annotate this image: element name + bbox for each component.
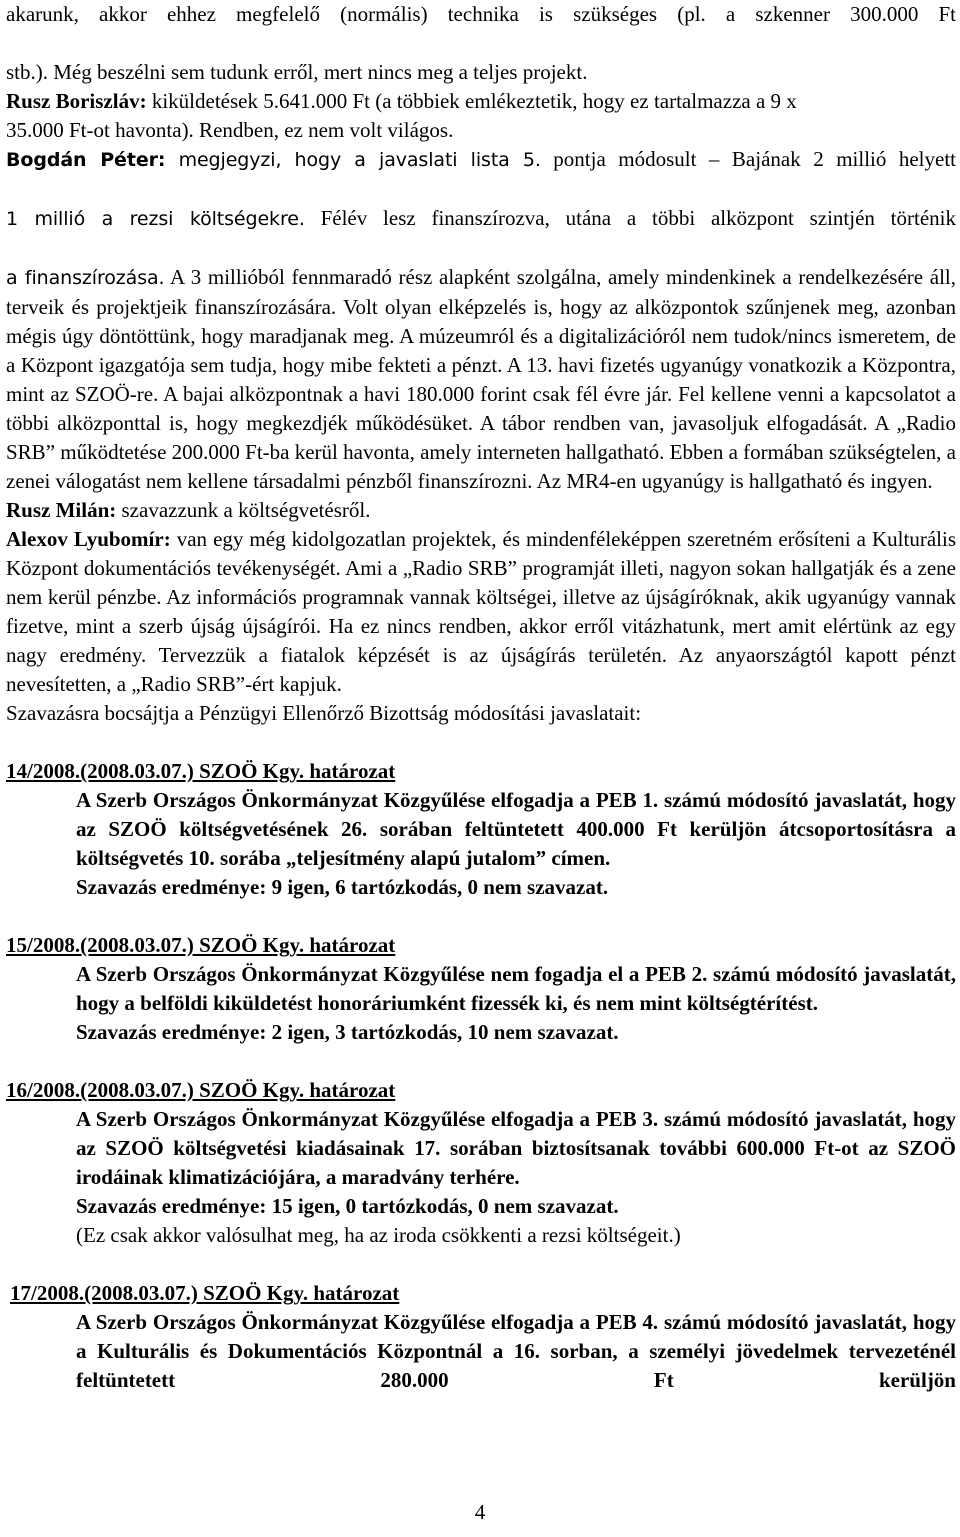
resolution-body	[76, 786, 956, 902]
resolution-heading: 17/2008.(2008.03.07.) SZOÖ Kgy. határozat	[10, 1281, 400, 1305]
text: A 3 millióból fennmaradó rész alapként szolgálna, amely mindenkinek a rendelkezésére áll, terveik és projektjeik finanszírozására. Volt olyan elképzelés is, hogy az alközpontok szűnjenek meg, azonban mégis úgy döntöttünk, hogy maradjanak meg. A múzeumról és a digitalizációról nem tudok/nincs ismeretem, de a Központ igazgatója sem tudja, hogy mibe fekteti a pénzt. A 13. havi fizetés ugyanúgy vonatkozik a Központra, mint az SZOÖ-re. A bajai alközpontnak a havi 180.000 forint csak fél évre jár. Fel kellene venni a kapcsolatot a többi alközponttal is, hogy megkezdjék működésüket. A tábor rendben van, javasoljuk elfogadását. A „Radio SRB” működtetése 200.000 Ft-ba kerül havonta, amely interneten hallgatható. Ebben a formában szükségtelen, a zenei válogatást nem kellene társadalmi pénzből finanszírozni. Az MR4-en ugyanúgy is hallgatható és ingyen.	[6, 265, 957, 493]
resolution-15	[6, 931, 956, 1047]
intro-line-6	[6, 204, 956, 263]
text: szavazzunk a költségvetésről.	[116, 498, 371, 522]
text: Félév lesz finanszírozva, utána a többi alközpont szintjén történik	[304, 206, 957, 230]
text: kiküldetések 5.641.000 Ft (a többiek emlékeztetik, hogy ez tartalmazza a 9 x	[146, 89, 797, 113]
text: van egy még kidolgozatlan projektek, és mindenféleképpen szeretném erősíteni a Kulturális Központ dokumentációs tevékenységét. Ami a „Radio SRB” programját illeti, nagyon sokan hallgatják és a zene nem kerül pénzbe. Az információs programnak vannak költségei, illetve az újságíróknak, akik ugyanúgy vannak fizetve, mint a szerb újság újságírói. Ha ez nincs rendben, akkor erről vitázhatunk, mert amit elértünk az egy nagy eredmény. Tervezzük a fiatalok képzését is az újságírás területén. Az anyaországtól kapott pénzt nevesítetten, a „Radio SRB”-ért kapjuk.	[6, 527, 957, 696]
intro-line-3	[6, 87, 956, 116]
resolution-text: A Szerb Országos Önkormányzat Közgyűlése nem fogadja el a PEB 2. számú módosító javaslatát, hogy a belföldi kiküldetést honoráriumként fizessék ki, és nem mint költségtérítést.	[76, 962, 956, 1015]
resolution-heading: 14/2008.(2008.03.07.) SZOÖ Kgy. határozat	[6, 759, 396, 783]
text: 1 millió a rezsi költségekre.	[6, 208, 305, 230]
text: pontja módosult – Bajának 2 millió helyett	[540, 147, 956, 171]
resolution-text: A Szerb Országos Önkormányzat Közgyűlése elfogadja a PEB 3. számú módosító javaslatát, hogy az SZOÖ költségvetési kiadásainak 17. sorában biztosítsanak további 600.000 Ft-ot az SZOÖ irodáinak klimatizációjára, a maradvány terhére.	[76, 1107, 956, 1189]
resolution-14	[6, 757, 956, 902]
intro-line-1	[6, 0, 956, 58]
rusz-milan-statement	[6, 496, 956, 525]
vote-result: Szavazás eredménye: 9 igen, 6 tartózkodás, 0 nem szavazat.	[76, 875, 609, 899]
resolution-16	[6, 1076, 956, 1250]
resolution-text: A Szerb Országos Önkormányzat Közgyűlése elfogadja a PEB 4. számú módosító javaslatát, hogy a Kulturális és Dokumentációs Központnál a 16. sorban, a személyi jövedelmek tervezeténél feltüntetett 280.000 Ft kerüljön	[76, 1310, 956, 1392]
intro-line-5	[6, 145, 956, 204]
intro-line-2	[6, 58, 956, 87]
vote-call	[6, 699, 956, 728]
speaker-alexov-lyubomir: Alexov Lyubomír:	[6, 527, 171, 551]
resolution-body	[76, 1105, 956, 1250]
intro-line-4	[6, 116, 956, 145]
text: a finanszírozása.	[6, 267, 165, 289]
speaker-bogdan-peter: Bogdán Péter:	[6, 149, 166, 171]
vote-result: Szavazás eredménye: 15 igen, 0 tartózkodás, 0 nem szavazat.	[76, 1194, 619, 1218]
resolution-body	[76, 960, 956, 1047]
text: akarunk, akkor ehhez megfelelő (normális) technika is szükséges (pl. a szkenner 300.000 Ft	[6, 2, 956, 26]
resolution-17	[6, 1279, 956, 1424]
resolution-body	[76, 1308, 956, 1424]
intro-paragraph	[6, 263, 956, 496]
alexov-statement	[6, 525, 956, 699]
text: megjegyzi, hogy a javaslati lista 5.	[165, 149, 541, 171]
text: stb.). Még beszélni sem tudunk erről, mert nincs meg a teljes projekt.	[6, 60, 588, 84]
resolution-heading: 15/2008.(2008.03.07.) SZOÖ Kgy. határozat	[6, 933, 396, 957]
document-page	[6, 0, 956, 1537]
resolution-heading: 16/2008.(2008.03.07.) SZOÖ Kgy. határozat	[6, 1078, 396, 1102]
text: Szavazásra bocsájtja a Pénzügyi Ellenőrző Bizottság módosítási javaslatait:	[6, 701, 642, 725]
page-number: 4	[474, 1500, 486, 1524]
text: 35.000 Ft-ot havonta). Rendben, ez nem volt világos.	[6, 118, 454, 142]
speaker-rusz-boriszlav: Rusz Boriszláv:	[6, 89, 147, 113]
resolution-note: (Ez csak akkor valósulhat meg, ha az iroda csökkenti a rezsi költségeit.)	[76, 1223, 681, 1247]
resolution-text: A Szerb Országos Önkormányzat Közgyűlése elfogadja a PEB 1. számú módosító javaslatát, hogy az SZOÖ költségvetésének 26. sorában feltüntetett 400.000 Ft kerüljön átcsoportosításra a költségvetés 10. sorába „teljesítmény alapú jutalom” címen.	[76, 788, 956, 870]
vote-result: Szavazás eredménye: 2 igen, 3 tartózkodás, 10 nem szavazat.	[76, 1020, 619, 1044]
speaker-rusz-milan: Rusz Milán:	[6, 498, 117, 522]
